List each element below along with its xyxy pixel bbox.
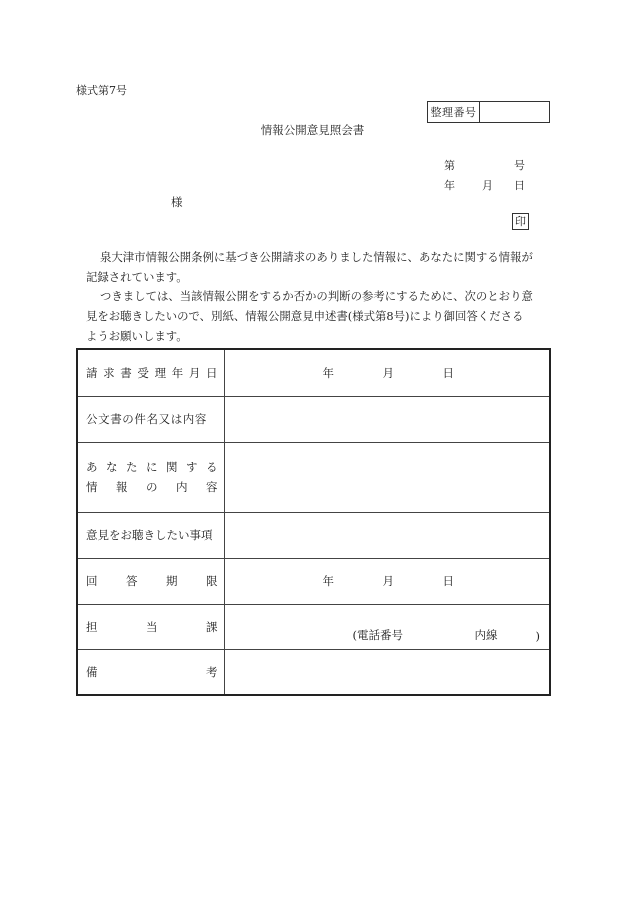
date-year-label: 年	[322, 574, 334, 588]
label-char: 担	[86, 619, 98, 634]
label-char: 報	[116, 480, 128, 494]
label-response-deadline	[77, 558, 224, 604]
value-request-received-date[interactable]	[224, 349, 550, 396]
label-text: 公文書の件名又は内容	[86, 412, 207, 426]
reference-number-box	[427, 101, 550, 123]
paragraph-1-line-1: 泉大津市情報公開条例に基づき公開請求のありました情報に、あなたに関する情報が	[100, 250, 533, 264]
label-char: 考	[206, 664, 218, 679]
label-char: 当	[146, 619, 158, 634]
extension-label: 内線	[474, 627, 498, 642]
paragraph-2-line-2: 見をお聴きしたいので、別紙、情報公開意見申述書(様式第8号)により御回答くださる	[86, 309, 524, 323]
addressee-honorific: 様	[171, 195, 183, 209]
label-char: 求	[103, 365, 115, 380]
label-char: 年	[171, 365, 184, 380]
paragraph-2-line-1: つきましては、当該情報公開をするか否かの判断の参考にするために、次のとおり意	[100, 289, 533, 303]
label-char: る	[206, 460, 218, 474]
value-document-subject[interactable]	[224, 396, 550, 442]
paragraph-2	[88, 286, 558, 346]
table-row-remarks	[77, 649, 550, 695]
date-year-label: 年	[322, 365, 334, 380]
label-responsible-section	[77, 604, 224, 649]
date-day-label: 日	[442, 365, 454, 380]
label-char: 課	[206, 619, 218, 634]
close-paren: )	[535, 628, 540, 643]
value-remarks[interactable]	[224, 649, 550, 695]
date-month-label: 月	[382, 574, 394, 588]
reference-number-field[interactable]	[480, 102, 549, 122]
label-char: 書	[120, 365, 132, 380]
table-row-responsible-section	[77, 604, 550, 649]
label-char: 関	[166, 460, 178, 474]
label-char: 回	[86, 574, 98, 588]
label-char: あ	[86, 460, 98, 474]
label-opinion-matters	[77, 512, 224, 558]
table-row-document-subject	[77, 396, 550, 442]
document-title-text: 情報公開意見照会書	[260, 123, 365, 137]
label-document-subject	[77, 396, 224, 442]
table-row-request-received-date	[77, 349, 550, 396]
label-char: 期	[166, 574, 178, 588]
information-table	[76, 348, 551, 696]
label-char: 理	[154, 365, 167, 380]
label-char: た	[126, 460, 138, 474]
paragraph-1-line-2: 記録されています。	[86, 270, 188, 284]
label-char: 情	[86, 480, 98, 494]
date-day-label: 日	[442, 574, 454, 588]
table-row-response-deadline	[77, 558, 550, 604]
table-row-info-about-you	[77, 442, 550, 512]
value-opinion-matters[interactable]	[224, 512, 550, 558]
label-char: 日	[205, 365, 218, 380]
label-remarks	[77, 649, 224, 695]
label-char: 月	[188, 365, 201, 380]
label-char: の	[146, 480, 158, 494]
label-char: 内	[176, 480, 188, 494]
form-number: 様式第7号	[76, 84, 127, 97]
value-response-deadline[interactable]	[224, 558, 550, 604]
issue-date-year: 年	[444, 179, 455, 192]
label-char: 答	[126, 574, 138, 588]
label-char: 受	[137, 365, 149, 380]
label-char: 容	[206, 480, 218, 494]
issue-date-month: 月	[482, 179, 493, 192]
table-row-opinion-matters	[77, 512, 550, 558]
label-info-about-you	[77, 442, 224, 512]
label-char: 備	[86, 664, 98, 679]
document-title	[0, 125, 630, 137]
label-char: に	[146, 460, 158, 474]
reference-number-label: 整理番号	[428, 102, 480, 122]
doc-number-suffix: 号	[514, 159, 525, 172]
paragraph-2-line-3: ようお願いします。	[86, 329, 188, 343]
paragraph-1	[88, 247, 558, 287]
phone-number-label: (電話番号	[352, 627, 403, 642]
label-char: 請	[86, 365, 98, 380]
seal-stamp-box: 印	[512, 213, 529, 230]
date-month-label: 月	[382, 365, 394, 380]
doc-number-prefix: 第	[444, 159, 455, 172]
value-info-about-you[interactable]	[224, 442, 550, 512]
label-request-received-date	[77, 349, 224, 396]
label-char: な	[106, 460, 118, 474]
label-char: 限	[206, 574, 218, 588]
issue-date-day: 日	[514, 179, 525, 192]
value-responsible-section[interactable]	[224, 604, 550, 649]
label-char: す	[186, 460, 198, 474]
label-text: 意見をお聴きしたい事項	[86, 528, 213, 542]
